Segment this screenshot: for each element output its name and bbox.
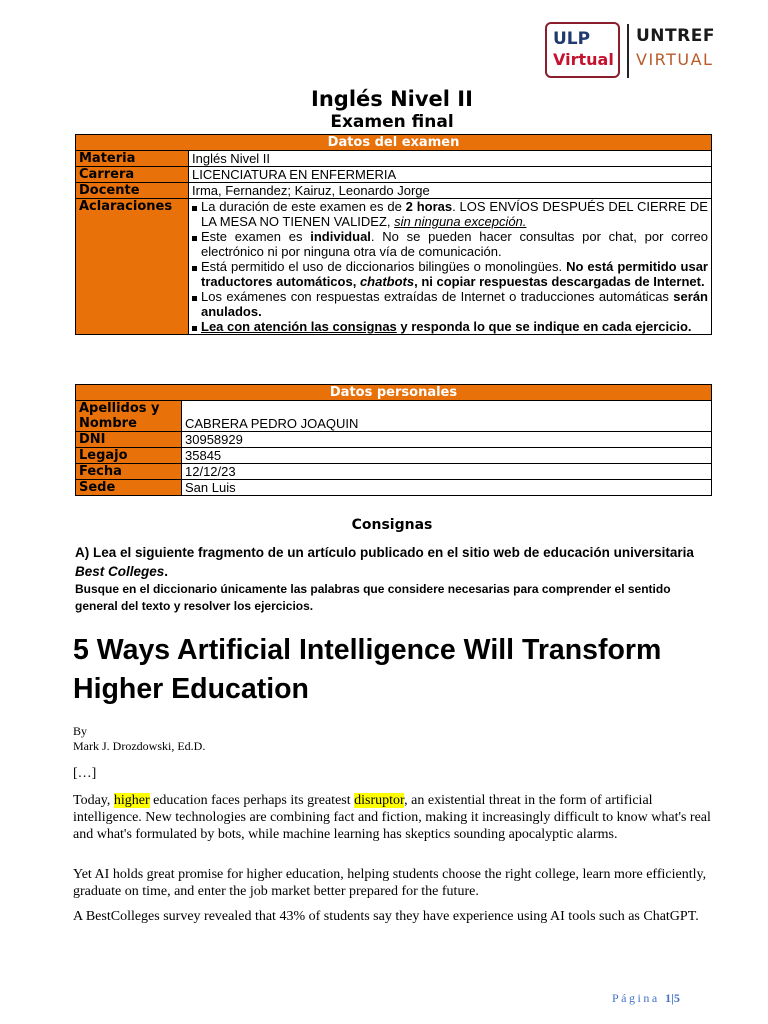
omission-mark: […] bbox=[73, 766, 97, 781]
field-label: Legajo bbox=[76, 448, 182, 464]
exam-data-table bbox=[75, 134, 712, 335]
byline-by: By bbox=[73, 724, 88, 738]
question-a-note: Busque en el diccionario únicamente las palabras que considere necesarias para comprender el sentido general del texto y resolver los ejercicios. bbox=[75, 582, 671, 613]
table-row bbox=[76, 199, 712, 335]
untref-logo-line2: VIRTUAL bbox=[636, 50, 714, 69]
page-subtitle: Examen final bbox=[330, 112, 454, 132]
note-item: Este examen es individual. No se pueden hacer consultas por chat, por correo electrónico ni por ninguna otra vía de comunicación. bbox=[192, 229, 708, 259]
question-a: A) Lea el siguiente fragmento de un artículo publicado en el sitio web de educación universitaria Best Colleges. bbox=[75, 545, 694, 579]
untref-logo-line1: UNTREF bbox=[636, 26, 715, 46]
article-paragraph-3: A BestColleges survey revealed that 43% of students say they have experience using AI tools such as ChatGPT. bbox=[73, 909, 699, 924]
article-paragraph-1: Today, higher education faces perhaps its greatest disruptor, an existential threat in the form of artificial intelligence. New technologies are combining fact and fiction, making it increasingly difficult to know what's real and what's formulated by bots, while machine learning has skeptics sounding apocalyptic alarms. bbox=[73, 793, 711, 842]
table-row bbox=[76, 401, 712, 432]
field-value: Irma, Fernandez; Kairuz, Leonardo Jorge bbox=[189, 183, 712, 199]
table-row bbox=[76, 480, 712, 496]
note-item: Los exámenes con respuestas extraídas de Internet o traducciones automáticas serán anulados. bbox=[192, 289, 708, 319]
field-label: Fecha bbox=[76, 464, 182, 480]
table-row bbox=[76, 183, 712, 199]
table-row bbox=[76, 448, 712, 464]
table-row bbox=[76, 151, 712, 167]
table-row bbox=[76, 167, 712, 183]
byline-author: Mark J. Drozdowski, Ed.D. bbox=[73, 739, 206, 753]
page-title: Inglés Nivel II bbox=[311, 87, 473, 111]
article-paragraph-2: Yet AI holds great promise for higher education, helping students choose the right college, learn more efficiently, graduate on time, and enter the job market better prepared for the future. bbox=[73, 867, 707, 899]
notes-label: Aclaraciones bbox=[76, 199, 189, 335]
field-value: CABRERA PEDRO JOAQUIN bbox=[182, 401, 712, 432]
logo-divider bbox=[627, 24, 629, 78]
field-value: 35845 bbox=[182, 448, 712, 464]
byline bbox=[73, 724, 205, 754]
personal-data-header: Datos personales bbox=[76, 385, 712, 401]
personal-data-table bbox=[75, 384, 712, 496]
field-label: Docente bbox=[76, 183, 189, 199]
field-value: LICENCIATURA EN ENFERMERIA bbox=[189, 167, 712, 183]
field-label: Carrera bbox=[76, 167, 189, 183]
highlight: disruptor bbox=[354, 793, 405, 808]
ulp-logo-line1: ULP bbox=[553, 29, 591, 49]
field-value: Inglés Nivel II bbox=[189, 151, 712, 167]
note-item: La duración de este examen es de 2 horas. LOS ENVÍOS DESPUÉS DEL CIERRE DE LA MESA NO TIENEN VALIDEZ, sin ninguna excepción. bbox=[192, 199, 708, 229]
field-value: 30958929 bbox=[182, 432, 712, 448]
table-row bbox=[76, 432, 712, 448]
article-title: 5 Ways Artificial Intelligence Will Transform Higher Education bbox=[73, 634, 662, 705]
ulp-logo-line2: Virtual bbox=[553, 50, 614, 69]
consignas-heading: Consignas bbox=[351, 517, 433, 533]
field-label: Materia bbox=[76, 151, 189, 167]
field-label: Sede bbox=[76, 480, 182, 496]
field-value: 12/12/23 bbox=[182, 464, 712, 480]
note-item: Lea con atención las consignas y responda lo que se indique en cada ejercicio. bbox=[192, 319, 708, 334]
note-item: Está permitido el uso de diccionarios bilingües o monolingües. No está permitido usar traductores automáticos, chatbots, ni copiar respuestas descargadas de Internet. bbox=[192, 259, 708, 289]
notes-cell bbox=[189, 199, 712, 335]
field-label: DNI bbox=[76, 432, 182, 448]
field-label: Apellidos y Nombre bbox=[76, 401, 182, 432]
page-number: Página 1|5 bbox=[612, 991, 680, 1005]
exam-data-header: Datos del examen bbox=[76, 135, 712, 151]
table-row bbox=[76, 464, 712, 480]
ulp-virtual-logo bbox=[545, 22, 620, 78]
field-value: San Luis bbox=[182, 480, 712, 496]
highlight: higher bbox=[113, 793, 150, 808]
logos bbox=[545, 22, 745, 82]
